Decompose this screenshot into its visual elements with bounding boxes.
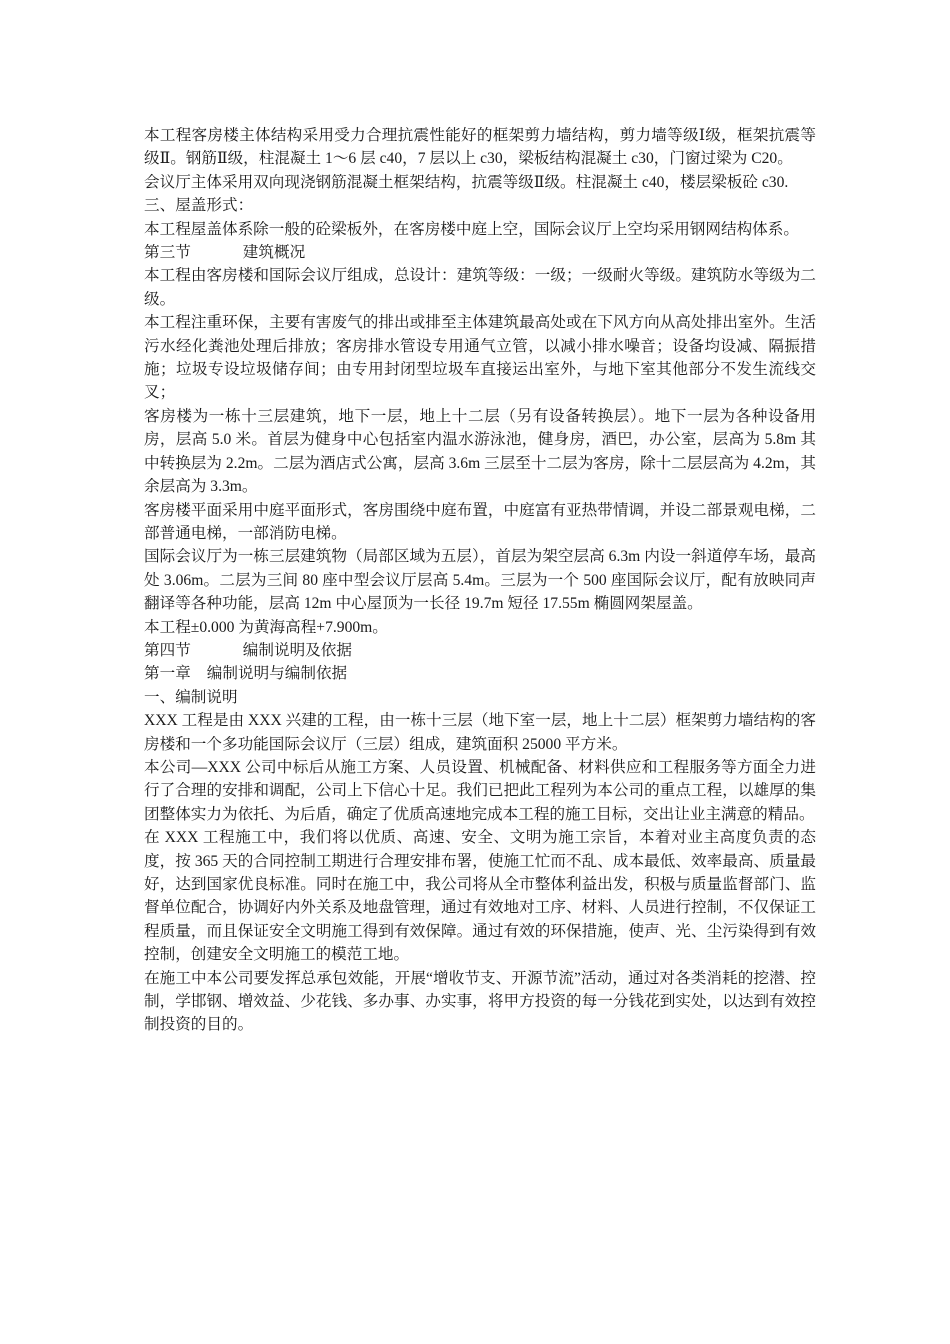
paragraph-structure-hall: 会议厅主体采用双向现浇钢筋混凝土框架结构，抗震等级Ⅱ级。柱混凝土 c40，楼层梁板砼 c30. <box>144 173 789 191</box>
section-heading-3 <box>144 241 816 264</box>
chapter-1-number: 第一章 <box>144 665 191 683</box>
paragraph-project-overview: XXX 工程是由 XXX 兴建的工程，由一栋十三层（地下室一层，地上十二层）框架剪力墙结构的客房楼和一个多功能国际会议厅（三层）组成，建筑面积 25000 平方米。 <box>144 712 816 753</box>
paragraph-environment: 本工程注重环保，主要有害废气的排出或排至主体建筑最高处或在下风方向从高处排出室外。生活污水经化粪池处理后排放；客房排水管设专用通气立管，以减小排水噪音；设备均设减、隔振措施；垃圾专设垃圾储存间；由专用封闭型垃圾车直接运出室外，与地下室其他部分不发生流线交叉； <box>144 314 816 402</box>
section-4-title: 编制说明及依据 <box>242 641 352 659</box>
paragraph-construction-goals: 在 XXX 工程施工中，我们将以优质、高速、安全、文明为施工宗旨，本着对业主高度负责的态度，按 365 天的合同控制工期进行合理安排布署，使施工忙而不乱、成本最低、效率最高、质量最好，达到国家优良标准。同时在施工中，我公司将从全市整体利益出发，积极与质量监督部门、监督单位配合，协调好内外关系及地盘管理，通过有效地对工序、材料、人员进行控制，不仅保证工程质量，而且保证安全文明施工得到有效保障。通过有效的环保措施，使声、光、尘污染得到有效控制，创建安全文明施工的模范工地。 <box>144 829 816 964</box>
paragraph-elevation: 本工程±0.000 为黄海高程+7.900m。 <box>144 618 388 636</box>
document-page <box>144 124 816 1037</box>
chapter-1-title: 编制说明与编制依据 <box>206 665 348 683</box>
paragraph-atrium: 客房楼平面采用中庭平面形式，客房围绕中庭布置，中庭富有亚热带情调，并设二部景观电梯，二部普通电梯，一部消防电梯。 <box>144 501 816 542</box>
paragraph-guestroom-floors: 客房楼为一栋十三层建筑，地下一层，地上十二层（另有设备转换层）。地下一层为各种设备用房，层高 5.0 米。首层为健身中心包括室内温水游泳池，健身房，酒巴，办公室，层高为 5.8m 其中转换层为 2.2m。二层为酒店式公寓，层高 3.6m 三层至十二层为客房，除十二层层高为 4.2m，其余层高为 3.3m。 <box>144 407 816 496</box>
subheading-compilation-notes: 一、编制说明 <box>144 688 238 706</box>
section-heading-4 <box>144 639 816 662</box>
chapter-heading-1 <box>144 662 816 685</box>
paragraph-conference-hall: 国际会议厅为一栋三层建筑物（局部区域为五层），首层为架空层高 6.3m 内设一斜道停车场，最高处 3.06m。二层为三间 80 座中型会议厅层高 5.4m。三层为一个 500 座国际会议厅，配有放映同声翻译等各种功能，层高 12m 中心屋顶为一长径 19.7m 短径 17.55m 椭圆网架屋盖。 <box>144 548 816 613</box>
heading-roof-form: 三、屋盖形式： <box>144 197 254 215</box>
section-4-number: 第四节 <box>144 641 191 659</box>
paragraph-structure-guestroom: 本工程客房楼主体结构采用受力合理抗震性能好的框架剪力墙结构，剪力墙等级Ⅰ级，框架抗震等级Ⅱ。钢筋Ⅱ级，柱混凝土 1～6 层 c40，7 层以上 c30，梁板结构混凝土 c30，门窗过梁为 C20。 <box>144 127 816 168</box>
section-3-number: 第三节 <box>144 244 191 262</box>
paragraph-roof-system: 本工程屋盖体系除一般的砼梁板外，在客房楼中庭上空，国际会议厅上空均采用钢网结构体系。 <box>144 220 799 238</box>
paragraph-building-grade: 本工程由客房楼和国际会议厅组成，总设计：建筑等级：一级；一级耐火等级。建筑防水等级为二级。 <box>144 267 816 308</box>
section-3-title: 建筑概况 <box>242 244 306 262</box>
paragraph-cost-control: 在施工中本公司要发挥总承包效能，开展“增收节支、开源节流”活动，通过对各类消耗的挖潜、控制，学邯钢、增效益、少花钱、多办事、办实事，将甲方投资的每一分钱花到实处，以达到有效控制投资的目的。 <box>144 969 816 1034</box>
paragraph-company-commitment: 本公司—XXX 公司中标后从施工方案、人员设置、机械配备、材料供应和工程服务等方面全力进行了合理的安排和调配，公司上下信心十足。我们已把此工程列为本公司的重点工程，以雄厚的集团整体实力为依托、为后盾，确定了优质高速地完成本工程的施工目标，交出让业主满意的精品。 <box>144 758 816 823</box>
